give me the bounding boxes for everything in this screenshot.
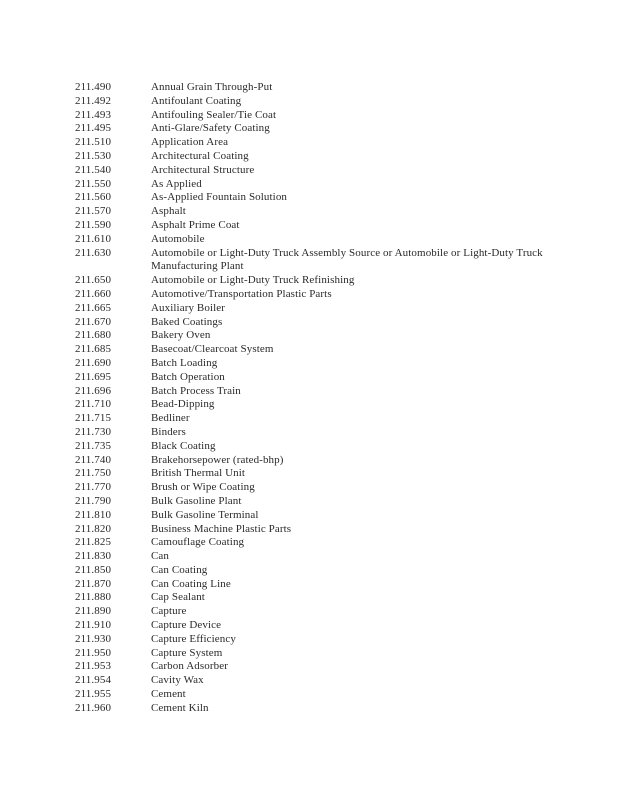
- defined-term: Bulk Gasoline Plant: [151, 494, 242, 507]
- defined-term: Anti-Glare/Safety Coating: [151, 122, 270, 135]
- list-item: [75, 578, 575, 592]
- section-number: 211.740: [75, 453, 112, 466]
- list-item: [75, 329, 575, 343]
- defined-term: Auxiliary Boiler: [151, 301, 226, 314]
- list-item: [75, 633, 575, 647]
- list-item: [75, 205, 575, 219]
- definitions-list: [75, 81, 575, 716]
- section-number: 211.665: [75, 301, 112, 314]
- list-item: [75, 454, 575, 468]
- list-item: [75, 109, 575, 123]
- section-number: 211.710: [75, 398, 112, 411]
- list-item: [75, 564, 575, 578]
- defined-term: Black Coating: [151, 439, 216, 452]
- section-number: 211.870: [75, 577, 112, 590]
- defined-term: Carbon Adsorber: [151, 660, 228, 673]
- section-number: 211.560: [75, 191, 112, 204]
- section-number: 211.810: [75, 508, 112, 521]
- defined-term: Can Coating Line: [151, 577, 231, 590]
- section-number: 211.735: [75, 439, 112, 452]
- section-number: 211.930: [75, 632, 112, 645]
- defined-term: Cavity Wax: [151, 674, 204, 687]
- list-item: [75, 412, 575, 426]
- list-item: [75, 164, 575, 178]
- list-item: [75, 219, 575, 233]
- section-number: 211.910: [75, 619, 112, 632]
- list-item: [75, 247, 575, 275]
- list-item: [75, 191, 575, 205]
- defined-term: Capture System: [151, 646, 223, 659]
- defined-term: Asphalt Prime Coat: [151, 218, 240, 231]
- section-number: 211.730: [75, 425, 112, 438]
- defined-term: Can Coating: [151, 563, 208, 576]
- defined-term: Antifouling Sealer/Tie Coat: [151, 108, 277, 121]
- list-item: [75, 233, 575, 247]
- defined-term: Asphalt: [151, 205, 186, 218]
- list-item: [75, 316, 575, 330]
- section-number: 211.680: [75, 329, 112, 342]
- defined-term: Basecoat/Clearcoat System: [151, 343, 274, 356]
- section-number: 211.670: [75, 315, 112, 328]
- list-item: [75, 385, 575, 399]
- list-item: [75, 647, 575, 661]
- defined-term: Batch Process Train: [151, 384, 241, 397]
- defined-term: Architectural Structure: [151, 163, 255, 176]
- section-number: 211.490: [75, 81, 112, 93]
- list-item: [75, 274, 575, 288]
- section-number: 211.685: [75, 343, 112, 356]
- defined-term: Bead-Dipping: [151, 398, 215, 411]
- section-number: 211.750: [75, 467, 112, 480]
- list-item: [75, 95, 575, 109]
- list-item: [75, 702, 575, 716]
- defined-term: Batch Loading: [151, 356, 218, 369]
- section-number: 211.590: [75, 218, 112, 231]
- defined-term: Bulk Gasoline Terminal: [151, 508, 259, 521]
- defined-term: Capture Device: [151, 619, 222, 632]
- defined-term: Binders: [151, 425, 186, 438]
- section-number: 211.770: [75, 481, 112, 494]
- defined-term: Annual Grain Through-Put: [151, 81, 273, 93]
- list-item: [75, 688, 575, 702]
- defined-term: Capture: [151, 605, 187, 618]
- list-item: [75, 178, 575, 192]
- list-item: [75, 398, 575, 412]
- defined-term: Batch Operation: [151, 370, 225, 383]
- section-number: 211.690: [75, 356, 112, 369]
- list-item: [75, 591, 575, 605]
- defined-term: Automobile or Light-Duty Truck Refinishing: [151, 274, 355, 287]
- defined-term: British Thermal Unit: [151, 467, 246, 480]
- list-item: [75, 81, 575, 95]
- defined-term: Automobile: [151, 232, 205, 245]
- defined-term: Automobile or Light-Duty Truck Assembly Source or Automobile or Light-Duty Truck Manufacturing Plant: [151, 246, 543, 273]
- section-number: 211.830: [75, 550, 112, 563]
- section-number: 211.955: [75, 688, 112, 701]
- defined-term: Cement: [151, 688, 186, 701]
- section-number: 211.540: [75, 163, 112, 176]
- section-number: 211.510: [75, 136, 112, 149]
- list-item: [75, 674, 575, 688]
- list-item: [75, 523, 575, 537]
- section-number: 211.790: [75, 494, 112, 507]
- defined-term: Brush or Wipe Coating: [151, 481, 255, 494]
- section-number: 211.820: [75, 522, 112, 535]
- section-number: 211.715: [75, 412, 112, 425]
- section-number: 211.880: [75, 591, 112, 604]
- list-item: [75, 288, 575, 302]
- defined-term: As Applied: [151, 177, 202, 190]
- list-item: [75, 481, 575, 495]
- section-number: 211.954: [75, 674, 112, 687]
- defined-term: Camouflage Coating: [151, 536, 245, 549]
- list-item: [75, 343, 575, 357]
- list-item: [75, 136, 575, 150]
- section-number: 211.630: [75, 246, 112, 259]
- defined-term: Can: [151, 550, 170, 563]
- list-item: [75, 550, 575, 564]
- defined-term: Architectural Coating: [151, 149, 249, 162]
- list-item: [75, 660, 575, 674]
- list-item: [75, 467, 575, 481]
- section-number: 211.850: [75, 563, 112, 576]
- defined-term: Cap Sealant: [151, 591, 205, 604]
- list-item: [75, 509, 575, 523]
- section-number: 211.550: [75, 177, 112, 190]
- list-item: [75, 605, 575, 619]
- defined-term: Automotive/Transportation Plastic Parts: [151, 287, 332, 300]
- list-item: [75, 371, 575, 385]
- section-number: 211.953: [75, 660, 112, 673]
- section-number: 211.950: [75, 646, 112, 659]
- list-item: [75, 495, 575, 509]
- section-number: 211.825: [75, 536, 112, 549]
- list-item: [75, 357, 575, 371]
- section-number: 211.890: [75, 605, 112, 618]
- list-item: [75, 619, 575, 633]
- section-number: 211.530: [75, 149, 112, 162]
- list-item: [75, 426, 575, 440]
- defined-term: Business Machine Plastic Parts: [151, 522, 292, 535]
- defined-term: As-Applied Fountain Solution: [151, 191, 288, 204]
- defined-term: Bakery Oven: [151, 329, 211, 342]
- defined-term: Antifoulant Coating: [151, 94, 242, 107]
- defined-term: Capture Efficiency: [151, 632, 236, 645]
- list-item: [75, 440, 575, 454]
- section-number: 211.695: [75, 370, 112, 383]
- section-number: 211.610: [75, 232, 112, 245]
- defined-term: Application Area: [151, 136, 229, 149]
- section-number: 211.493: [75, 108, 112, 121]
- section-number: 211.650: [75, 274, 112, 287]
- section-number: 211.492: [75, 94, 112, 107]
- list-item: [75, 122, 575, 136]
- defined-term: Cement Kiln: [151, 701, 209, 714]
- defined-term: Brakehorsepower (rated-bhp): [151, 453, 284, 466]
- section-number: 211.495: [75, 122, 112, 135]
- list-item: [75, 302, 575, 316]
- defined-term: Bedliner: [151, 412, 190, 425]
- list-item: [75, 150, 575, 164]
- section-number: 211.660: [75, 287, 112, 300]
- section-number: 211.570: [75, 205, 112, 218]
- section-number: 211.696: [75, 384, 112, 397]
- list-item: [75, 536, 575, 550]
- section-number: 211.960: [75, 701, 112, 714]
- defined-term: Baked Coatings: [151, 315, 223, 328]
